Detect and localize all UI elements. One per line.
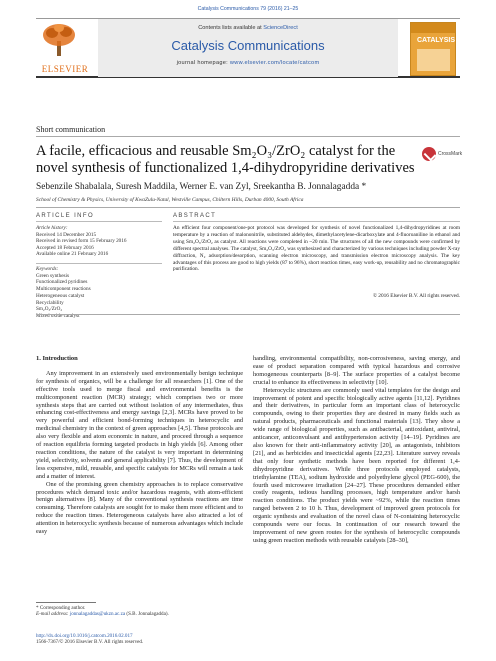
paper-title: A facile, efficacious and reusable Sm₂O₃/ZrO₂ catalyst for the novel synthesis of functionalized 1,4-dihydropyridine derivatives [36,143,415,176]
journal-title: Catalysis Communications [171,38,325,53]
divider [36,207,460,208]
homepage-line [98,60,398,66]
body-column-left [36,355,243,536]
history-line: Available online 21 February 2016 [36,251,109,258]
email-line [36,611,169,617]
cover-band [411,23,455,33]
body-paragraph: handling, environmental compatibility, non-corrosiveness, saving energy, and ease of product separation compared with typical hazardous and corrosive homogeneous counterparts [8–9]. The surface properties of a catalyst become crucial to enhance its effectiveness in selectivity [10]. [253,355,460,386]
author-list: Sebenzile Shabalala, Suresh Maddila, Werner E. van Zyl, Sreekantha B. Jonnalagadda * [36,182,367,192]
body-paragraph: Any improvement in an extensively used environmentally benign technique for synthesis of organics, will be a challenge for all researchers [1]. One of the effective tools used to merge fiscal and environmental benefits is the multicomponent reaction (MCR) strategy; which comprises two or more synthesis steps that are carried out without isolation of any intermediates, thus enhancing cost-effectiveness and energy savings [2,3]. MCRs have proved to be very powerful and efficient bond-forming techniques in heterocyclic and medicinal chemistry in the context of green approaches [4,5]. These protocols are also very flexible and atom economic in nature, and proceed through a sequence of reaction equilibria forming targeted products in high yields [6]. Among other reaction conditions, the nature of the catalyst is very important in determining yield, selectivity, solvents and general applicability [7]. Thus, the development of less expensive, mild, reusable, and specific catalysts for MCRs will remain a task and a matter of interest. [36,369,243,480]
article-info-heading: ARTICLE INFO [36,213,95,219]
corresponding-author-note: * Corresponding author. [36,605,86,611]
keywords-label: Keywords: [36,266,59,272]
contents-line [98,25,398,31]
cover-graphic [417,49,450,71]
rights-line: 1566-7367/© 2016 Elsevier B.V. All rights reserved. [36,639,144,646]
body-paragraph: One of the promising green chemistry approaches is to replace conservative procedures which demand toxic and/or hazardous reagents, with atom-efficient benign alternatives [8]. Many of the conventional synthesis reactions are time consuming. Therefore catalysts are sought for to make them more efficient and to reduce the reaction times. Heterogeneous catalysts have also attracted a lot of attention in heterocyclic synthesis because of numerous advantages which include easy [36,480,243,536]
abstract-text: An efficient four component/one-pot protocol was developed for synthesis of novel functionalized 1,4-dihydropyridines at room temperature by a reaction of malononitrile, substituted aldehydes, dimethylacetylene-dicarboxylate and 4-fluoroaniline in ethanol and using Sm₂O₃/ZrO₂ as catalyst. All reactions were completed in ~20 min. The structures of all the new compounds were confirmed by different spectral analyses. The catalyst, Sm₂O₃/ZrO₂ was synthesized and characterized by various techniques including powder X-ray diffraction, N₂ adsorption/desorption, scanning electron microscopy, and transmission electron microscopy analysis. The key advantages of this process are good to high yields (87 to 96%), short reaction times, easy work-up, reusability and no chromatographic purification. [173,225,460,273]
body-column-right [253,355,460,545]
body-paragraph: Heterocyclic structures are commonly used vital templates for the design and improvement of potent and specific biologically active agents [11,12]. Pyridines and their derivatives, in particular form an important class of heterocyclic compounds, owing to their properties they are desired in many fields such as natural products, pharmaceuticals and functional materials [13]. They show a wide range of biological properties, such as antibacterial, antioxidant, antiviral, anticancer, anticonvulsant and antihypertension activity [14–19]. Pyridines are also known for their anti-inflammatory activity [20], as antagonists, inhibitors [21], and as herbicides and insecticidal agents [22,23]. Literature survey reveals that only four synthetic methods have been reported for different 1,4-dihydropyridine derivatives. While three protocols employed catalysts, triethylamine (TEA), sodium hydroxide and polyethylene glycol (PEG-600), the fourth used microwave irradiation [24–27]. These procedures demanded either costly reagents, tedious handling processes, high temperature and/or harsh reaction conditions. The product yields were ~92%, while the reaction times ranged between 2 to 10 h. Thus, development of improved green protocols for organic synthesis and evaluation of the novel class of N-containing heterocyclic compounds were our focus. In continuation of our research toward the improvement of new green routes for the synthesis of heterocyclic compounds using green reaction methods with reusable catalysts [28–30], [253,386,460,544]
contents-prefix: Contents lists available at [198,25,264,31]
keyword-item: Mixed oxide catalyst [36,312,80,319]
journal-banner [98,19,398,77]
divider [36,221,162,222]
footnote [36,605,169,618]
affiliation: School of Chemistry & Physics, University of KwaZulu-Natal, Westville Campus, Chiltern Hills, Durban 4000, South Africa [36,197,304,203]
divider [36,263,162,264]
homepage-prefix: journal homepage: [176,60,230,66]
homepage-link[interactable]: www.elsevier.com/locate/catcom [229,60,320,66]
journal-cover-image [410,22,456,76]
section-heading-introduction: 1. Introduction [36,355,78,362]
journal-citation[interactable]: Catalysis Communications 79 (2016) 21–25 [197,6,299,12]
journal-header [36,18,460,78]
footnote-divider [36,602,96,603]
crossmark-badge[interactable] [422,147,462,161]
author-email-link[interactable]: jonnalagaddas@ukzn.ac.za [69,611,126,618]
elsevier-logo [40,23,90,73]
keyword-item: Heterogeneous catalyst [36,292,85,299]
divider [36,136,460,137]
keyword-item: Functionalized pyridines [36,279,88,286]
sciencedirect-link[interactable]: ScienceDirect [263,25,298,31]
history-line: Received 14 December 2015 [36,231,97,238]
article-history [36,225,162,258]
doi-block [36,633,143,646]
keyword-item: Sm₂O₃/ZrO₂ [36,306,63,313]
email-suffix: (S.B. Jonnalagadda). [125,611,169,618]
divider [173,221,460,222]
crossmark-label: CrossMark [438,151,463,157]
elsevier-tree-icon [40,23,78,57]
abstract-heading: ABSTRACT [173,213,217,219]
keyword-item: Recyclability [36,299,64,306]
history-line: Accepted 18 February 2016 [36,244,94,251]
doi-link[interactable]: http://dx.doi.org/10.1016/j.catcom.2016.02.017 [36,633,133,639]
publisher-name: ELSEVIER [41,64,89,74]
keyword-item: Green synthesis [36,272,69,279]
keyword-list [36,266,162,320]
article-type: Short communication [36,125,106,134]
keyword-item: Multicomponent reactions [36,286,91,293]
email-prefix: E-mail address: [36,611,70,618]
divider [36,314,460,315]
copyright-notice: © 2016 Elsevier B.V. All rights reserved. [372,293,460,299]
crossmark-icon [422,147,436,161]
history-label: Article history: [36,225,68,231]
cover-title: CATALYSIS [417,37,455,44]
history-line: Received in revised form 15 February 2016 [36,238,127,245]
